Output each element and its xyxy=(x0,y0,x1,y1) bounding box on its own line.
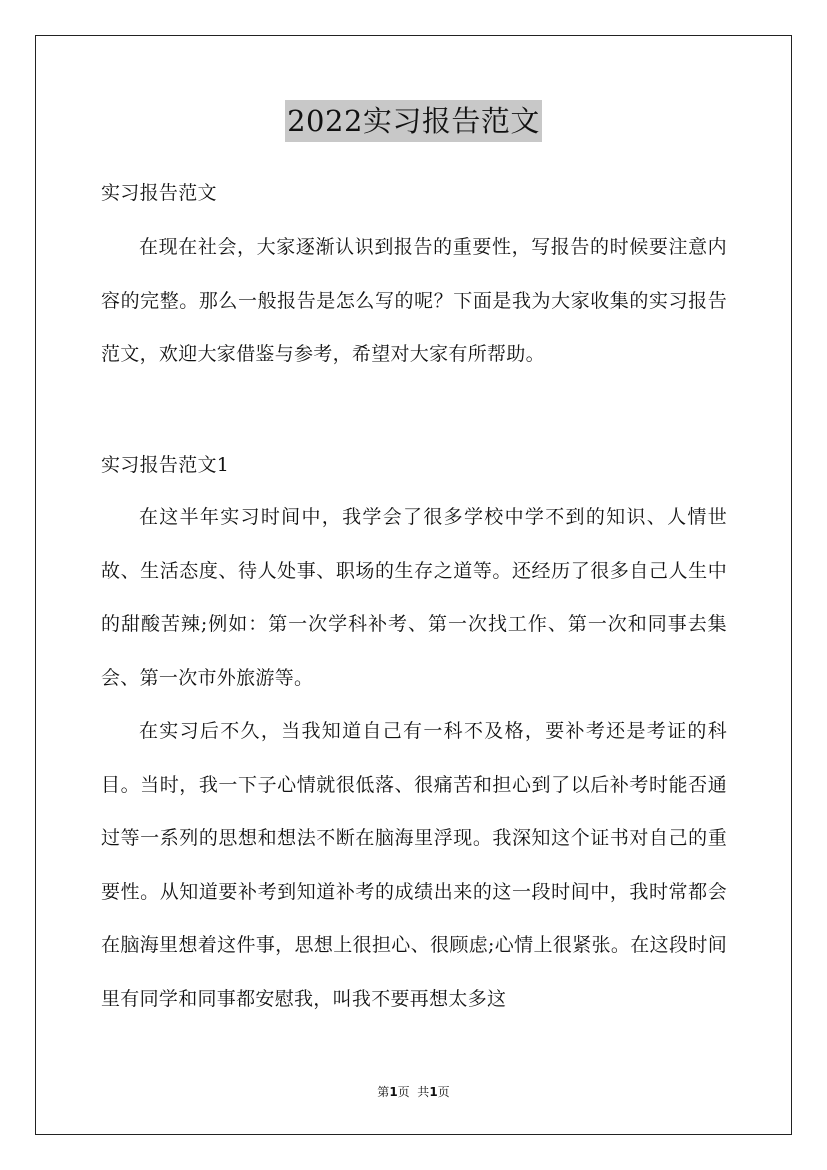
title-container xyxy=(0,100,827,142)
page-footer xyxy=(0,1083,827,1100)
footer-page-mid: 页 共 xyxy=(397,1085,430,1099)
body-paragraph-1: 在这半年实习时间中，我学会了很多学校中学不到的知识、人情世故、生活态度、待人处事、职场的生存之道等。还经历了很多自己人生中的甜酸苦辣;例如：第一次学科补考、第一次找工作、第一次和同事去集会、第一次市外旅游等。 xyxy=(101,506,727,689)
intro-paragraph: 在现在社会，大家逐渐认识到报告的重要性，写报告的时候要注意内容的完整。那么一般报告是怎么写的呢？下面是我为大家收集的实习报告范文，欢迎大家借鉴与参考，希望对大家有所帮助。 xyxy=(101,236,727,365)
footer-page-suffix: 页 xyxy=(437,1085,450,1099)
section-heading: 实习报告范文 xyxy=(101,182,217,204)
subsection-heading: 实习报告范文1 xyxy=(101,454,230,476)
footer-page-total: 1 xyxy=(429,1085,438,1099)
footer-page-prefix: 第 xyxy=(377,1085,390,1099)
footer-page-current: 1 xyxy=(389,1085,398,1099)
body-paragraph-2: 在实习后不久，当我知道自己有一科不及格，要补考还是考证的科目。当时，我一下子心情就很低落、很痛苦和担心到了以后补考时能否通过等一系列的思想和想法不断在脑海里浮现。我深知这个证书对自己的重要性。从知道要补考到知道补考的成绩出来的这一段时间中，我时常都会在脑海里想着这件事，思想上很担心、很顾虑;心情上很紧张。在这段时间里有同学和同事都安慰我，叫我不要再想太多这 xyxy=(101,720,727,1010)
document-title: 2022实习报告范文 xyxy=(285,100,542,142)
